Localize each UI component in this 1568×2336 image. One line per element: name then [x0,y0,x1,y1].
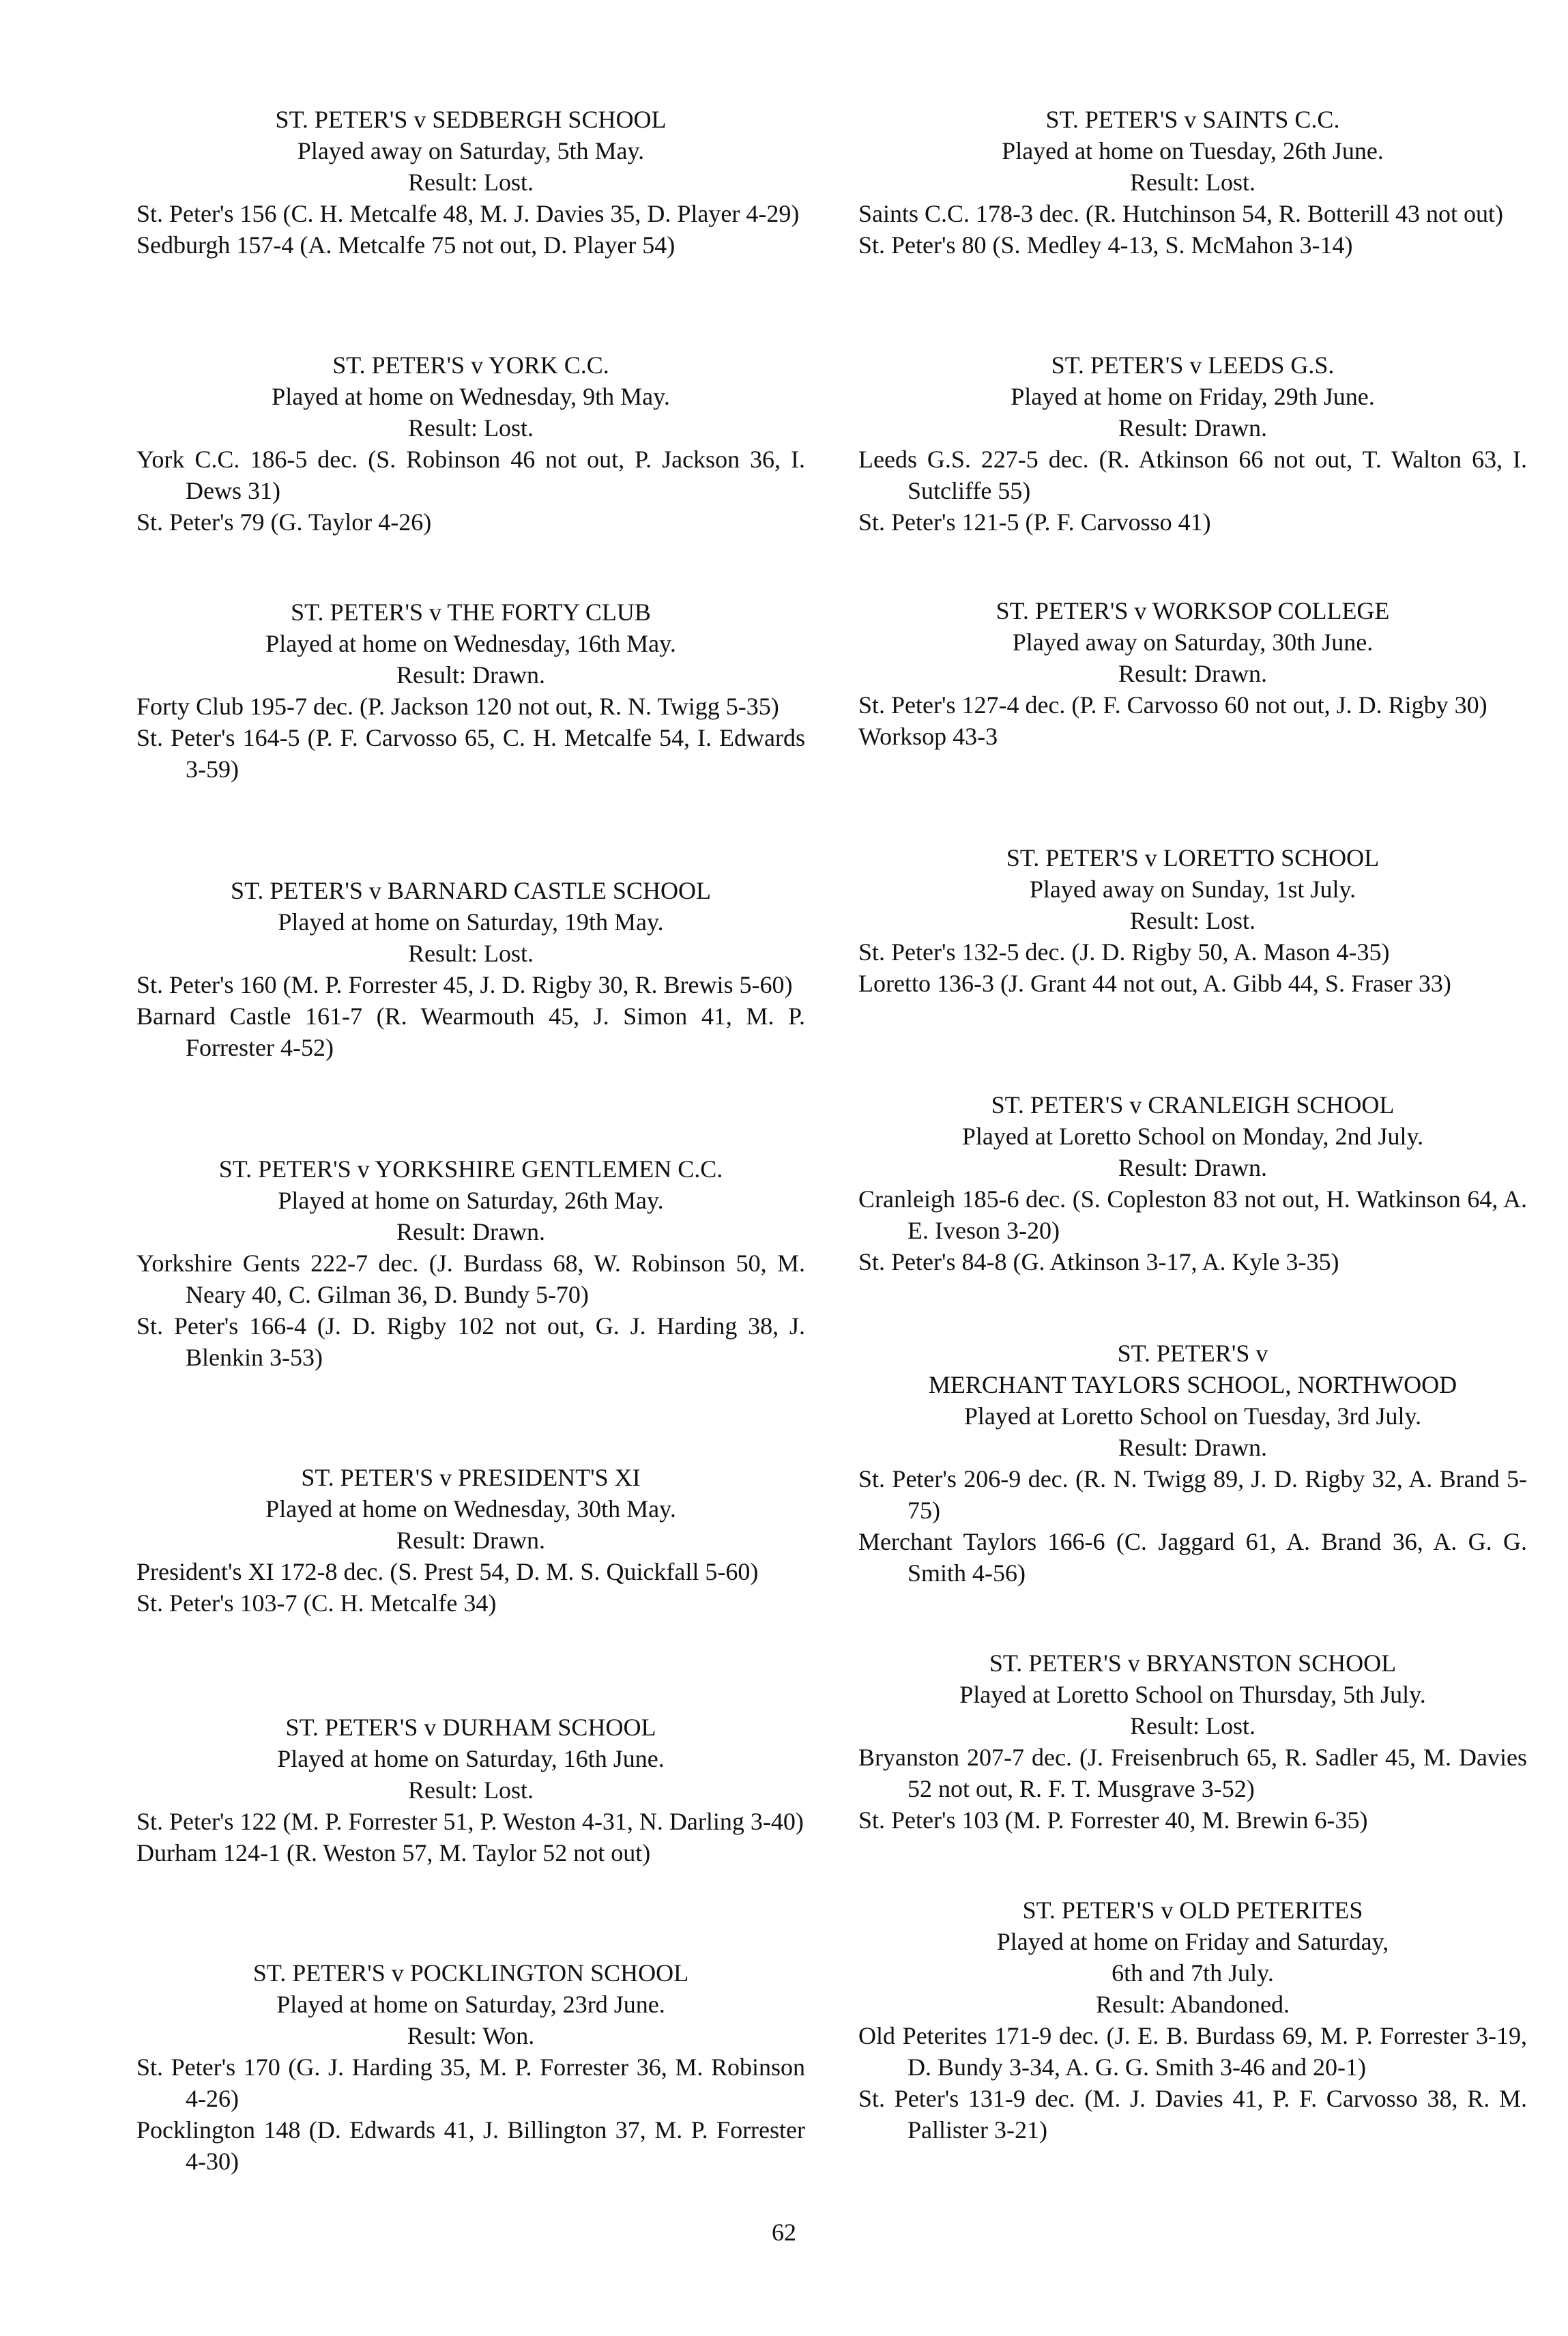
match-venue: Played at home on Saturday, 23rd June. [276,1991,665,2018]
match-bryanston [858,1647,1527,1836]
match-result: Result: Drawn. [1118,1154,1267,1181]
match-venue: Played at Loretto School on Thursday, 5th July. [959,1681,1426,1708]
match-presidents-xi [136,1462,805,1619]
match-venue: Played at home on Wednesday, 30th May. [265,1495,676,1523]
match-result: Result: Lost. [1129,907,1255,934]
match-result: Result: Abandoned. [1096,1991,1290,2018]
match-subtitle: MERCHANT TAYLORS SCHOOL, NORTHWOOD [928,1371,1457,1398]
score-line: Durham 124-1 (R. Weston 57, M. Taylor 52 not out) [136,1839,651,1866]
score-line: St. Peter's 166-4 (J. D. Rigby 102 not out, G. J. Harding 38, J. Blenkin 3-53) [136,1312,805,1371]
match-sedbergh [136,104,805,261]
match-result: Result: Drawn. [1118,1434,1267,1461]
match-title: ST. PETER'S v YORK C.C. [332,351,609,379]
match-cranleigh [858,1089,1527,1278]
score-line: St. Peter's 103 (M. P. Forrester 40, M. Brewin 6-35) [858,1806,1368,1834]
match-result: Result: Drawn. [1118,414,1267,442]
match-pocklington [136,1957,805,2177]
match-title: ST. PETER'S v PRESIDENT'S XI [301,1464,641,1491]
match-venue: Played away on Sunday, 1st July. [1029,876,1356,903]
score-line: St. Peter's 122 (M. P. Forrester 51, P. Weston 4-31, N. Darling 3-40) [136,1808,804,1835]
score-line: Saints C.C. 178-3 dec. (R. Hutchinson 54, R. Botterill 43 not out) [858,200,1503,227]
score-line: St. Peter's 131-9 dec. (M. J. Davies 41, P. F. Carvosso 38, R. M. Pallister 3-21) [858,2085,1527,2144]
match-title: ST. PETER'S v OLD PETERITES [1022,1897,1363,1924]
match-venue: Played at home on Wednesday, 9th May. [272,383,670,410]
match-venue: Played at home on Saturday, 19th May. [278,908,664,936]
score-line: Barnard Castle 161-7 (R. Wearmouth 45, J. Simon 41, M. P. Forrester 4-52) [136,1003,805,1061]
score-line: Merchant Taylors 166-6 (C. Jaggard 61, A. Brand 36, A. G. G. Smith 4-56) [858,1528,1527,1587]
score-line: Loretto 136-3 (J. Grant 44 not out, A. Gibb 44, S. Fraser 33) [858,970,1451,997]
match-title: ST. PETER'S v THE FORTY CLUB [291,599,651,626]
score-line: St. Peter's 160 (M. P. Forrester 45, J. D. Rigby 30, R. Brewis 5-60) [136,971,793,998]
match-result: Result: Lost. [407,1776,534,1804]
score-line: St. Peter's 206-9 dec. (R. N. Twigg 89, J. D. Rigby 32, A. Brand 5-75) [858,1465,1527,1524]
score-line: St. Peter's 84-8 (G. Atkinson 3-17, A. Kyle 3-35) [858,1248,1339,1275]
match-old-peterites [858,1894,1527,2146]
match-result: Result: Drawn. [396,661,545,689]
match-venue: Played at home on Friday, 29th June. [1011,383,1375,410]
score-line: Yorkshire Gents 222-7 dec. (J. Burdass 68, W. Robinson 50, M. Neary 40, C. Gilman 36, D. Bundy 5-70) [136,1250,805,1308]
match-venue: Played away on Saturday, 30th June. [1012,629,1374,656]
match-venue: Played at home on Tuesday, 26th June. [1002,137,1384,164]
match-title: ST. PETER'S v LORETTO SCHOOL [1006,844,1380,871]
score-line: Sedburgh 157-4 (A. Metcalfe 75 not out, D. Player 54) [136,231,676,259]
match-venue: 6th and 7th July. [1112,1959,1274,1987]
match-venue: Played at home on Saturday, 16th June. [277,1745,665,1772]
match-barnard-castle [136,875,805,1063]
match-title: ST. PETER'S v WORKSOP COLLEGE [996,597,1390,624]
match-venue: Played at home on Saturday, 26th May. [278,1187,664,1214]
score-line: St. Peter's 164-5 (P. F. Carvosso 65, C. H. Metcalfe 54, I. Edwards 3-59) [136,724,805,783]
match-result: Result: Drawn. [1118,660,1267,687]
score-line: Worksop 43-3 [858,723,998,750]
score-line: Leeds G.S. 227-5 dec. (R. Atkinson 66 not out, T. Walton 63, I. Sutcliffe 55) [858,446,1527,504]
match-venue: Played away on Saturday, 5th May. [297,137,645,164]
match-result: Result: Lost. [1129,169,1255,196]
match-title: ST. PETER'S v SEDBERGH SCHOOL [275,106,667,133]
match-venue: Played at home on Friday and Saturday, [996,1928,1389,1955]
match-title: ST. PETER'S v POCKLINGTON SCHOOL [252,1959,689,1987]
match-saints-cc [858,104,1527,261]
score-line: St. Peter's 156 (C. H. Metcalfe 48, M. J. Davies 35, D. Player 4-29) [136,200,800,227]
score-line: Old Peterites 171-9 dec. (J. E. B. Burdass 69, M. P. Forrester 3-19, D. Bundy 3-34, A. G. G. Smith 3-46 and 20-1) [858,2022,1527,2081]
match-leeds-gs [858,349,1527,538]
match-venue: Played at home on Wednesday, 16th May. [265,630,676,657]
score-line: Cranleigh 185-6 dec. (S. Copleston 83 not out, H. Watkinson 64, A. E. Iveson 3-20) [858,1185,1527,1244]
score-line: St. Peter's 132-5 dec. (J. D. Rigby 50, A. Mason 4-35) [858,938,1390,966]
score-line: St. Peter's 127-4 dec. (P. F. Carvosso 60 not out, J. D. Rigby 30) [858,691,1487,719]
score-line: York C.C. 186-5 dec. (S. Robinson 46 not out, P. Jackson 36, I. Dews 31) [136,446,805,504]
match-result: Result: Lost. [407,414,534,442]
match-result: Result: Won. [407,2022,535,2049]
match-title: ST. PETER'S v [1117,1340,1268,1367]
match-title: ST. PETER'S v YORKSHIRE GENTLEMEN C.C. [218,1155,723,1183]
match-result: Result: Lost. [407,169,534,196]
match-title: ST. PETER'S v DURHAM SCHOOL [285,1714,656,1741]
match-worksop [858,595,1527,752]
score-line: Pocklington 148 (D. Edwards 41, J. Billington 37, M. P. Forrester 4-30) [136,2116,805,2175]
score-line: St. Peter's 121-5 (P. F. Carvosso 41) [858,508,1211,536]
score-line: St. Peter's 80 (S. Medley 4-13, S. McMahon 3-14) [858,231,1353,259]
match-title: ST. PETER'S v LEEDS G.S. [1051,351,1335,379]
match-title: ST. PETER'S v BARNARD CASTLE SCHOOL [231,877,711,904]
match-result: Result: Drawn. [396,1218,545,1245]
match-york-cc [136,349,805,538]
match-result: Result: Lost. [407,940,534,967]
score-line: St. Peter's 170 (G. J. Harding 35, M. P. Forrester 36, M. Robinson 4-26) [136,2053,805,2112]
match-loretto [858,842,1527,999]
match-title: ST. PETER'S v SAINTS C.C. [1045,106,1340,133]
score-line: Bryanston 207-7 dec. (J. Freisenbruch 65, R. Sadler 45, M. Davies 52 not out, R. F. T. Musgrave 3-52) [858,1744,1527,1802]
match-forty-club [136,596,805,785]
match-venue: Played at Loretto School on Tuesday, 3rd July. [963,1402,1422,1430]
match-merchant-taylors [858,1338,1527,1589]
score-line: St. Peter's 103-7 (C. H. Metcalfe 34) [136,1589,497,1617]
match-result: Result: Drawn. [396,1527,545,1554]
score-line: President's XI 172-8 dec. (S. Prest 54, D. M. S. Quickfall 5-60) [136,1558,759,1585]
score-line: Forty Club 195-7 dec. (P. Jackson 120 not out, R. N. Twigg 5-35) [136,693,779,720]
match-title: ST. PETER'S v CRANLEIGH SCHOOL [991,1091,1395,1119]
match-result: Result: Lost. [1129,1712,1255,1740]
match-yorkshire-gentlemen [136,1153,805,1373]
match-venue: Played at Loretto School on Monday, 2nd July. [961,1123,1424,1150]
match-durham [136,1712,805,1869]
match-title: ST. PETER'S v BRYANSTON SCHOOL [989,1649,1397,1677]
page-number: 62 [772,2219,796,2246]
score-line: St. Peter's 79 (G. Taylor 4-26) [136,508,432,536]
